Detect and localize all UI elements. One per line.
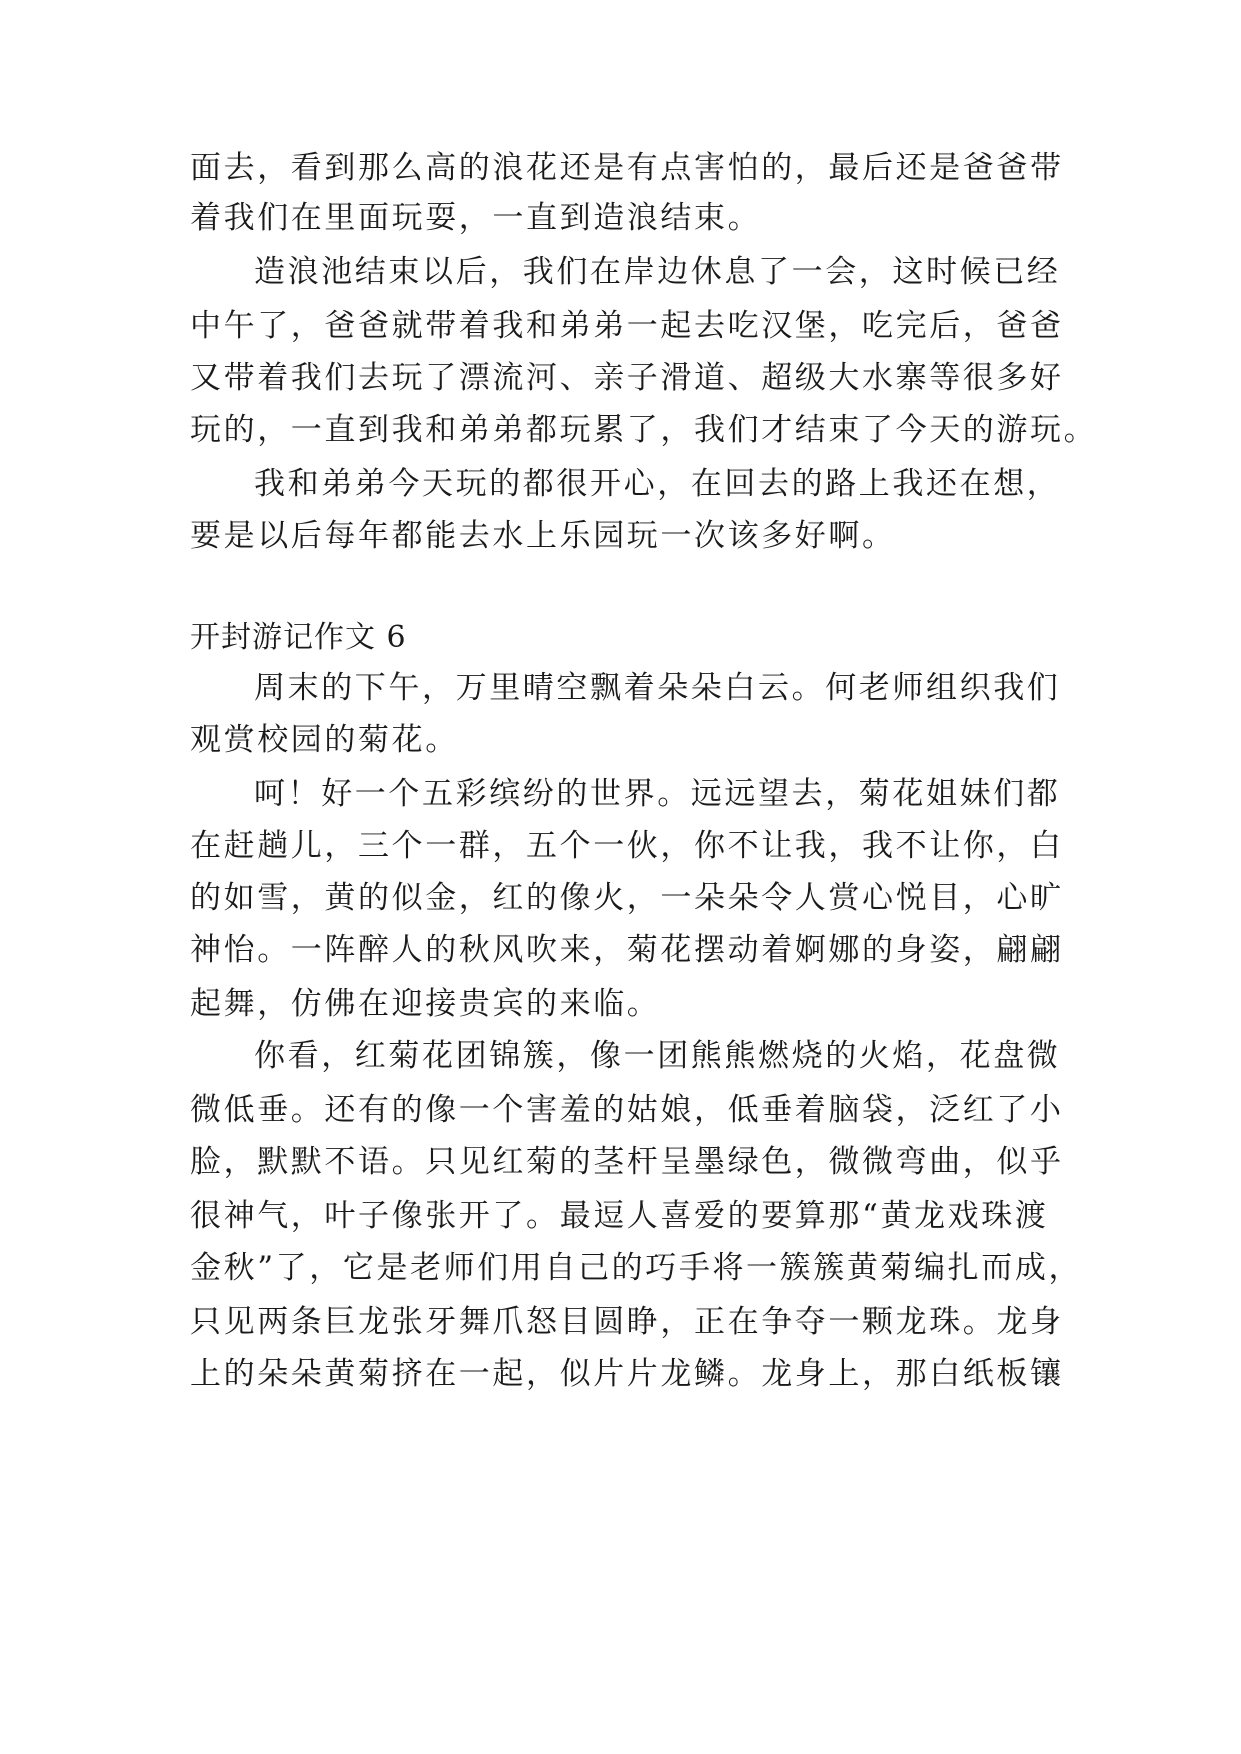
paragraph-line: 着我们在里面玩耍，一直到造浪结束。: [190, 200, 762, 236]
paragraph-line: 我和弟弟今天玩的都很开心，在回去的路上我还在想，: [254, 466, 1061, 502]
paragraph-line: 微低垂。还有的像一个害羞的姑娘，低垂着脑袋，泛红了小: [190, 1092, 1064, 1128]
paragraph-line: 上的朵朵黄菊挤在一起，似片片龙鳞。龙身上，那白纸板镶: [190, 1356, 1064, 1392]
paragraph-line: 呵！好一个五彩缤纷的世界。远远望去，菊花姐妹们都: [254, 776, 1061, 812]
paragraph-line: 要是以后每年都能去水上乐园玩一次该多好啊。: [190, 518, 896, 554]
paragraph-line: 金秋”了，它是老师们用自己的巧手将一簇簇黄菊编扎而成，: [190, 1250, 1083, 1286]
paragraph-line: 只见两条巨龙张牙舞爪怒目圆睁，正在争夺一颗龙珠。龙身: [190, 1304, 1064, 1340]
paragraph-line: 玩的，一直到我和弟弟都玩累了，我们才结束了今天的游玩。: [190, 412, 1098, 448]
paragraph-line: 神怡。一阵醉人的秋风吹来，菊花摆动着婀娜的身姿，翩翩: [190, 932, 1064, 968]
paragraph-line: 的如雪，黄的似金，红的像火，一朵朵令人赏心悦目，心旷: [190, 880, 1064, 916]
section-heading: 开封游记作文 6: [190, 620, 407, 655]
paragraph-line: 你看，红菊花团锦簇，像一团熊熊燃烧的火焰，花盘微: [254, 1038, 1061, 1074]
paragraph-line: 很神气，叶子像张开了。最逗人喜爱的要算那“黄龙戏珠渡: [190, 1198, 1049, 1234]
paragraph-line: 起舞，仿佛在迎接贵宾的来临。: [190, 986, 661, 1022]
paragraph-line: 周末的下午，万里晴空飘着朵朵白云。何老师组织我们: [254, 670, 1061, 706]
paragraph-line: 观赏校园的菊花。: [190, 722, 459, 758]
paragraph-line: 面去，看到那么高的浪花还是有点害怕的，最后还是爸爸带: [190, 150, 1064, 186]
paragraph-line: 又带着我们去玩了漂流河、亲子滑道、超级大水寨等很多好: [190, 360, 1064, 396]
paragraph-line: 脸，默默不语。只见红菊的茎杆呈墨绿色，微微弯曲，似乎: [190, 1144, 1064, 1180]
paragraph-line: 中午了，爸爸就带着我和弟弟一起去吃汉堡，吃完后，爸爸: [190, 308, 1064, 344]
paragraph-line: 在赶趟儿，三个一群，五个一伙，你不让我，我不让你，白: [190, 828, 1064, 864]
paragraph-line: 造浪池结束以后，我们在岸边休息了一会，这时候已经: [254, 254, 1061, 290]
